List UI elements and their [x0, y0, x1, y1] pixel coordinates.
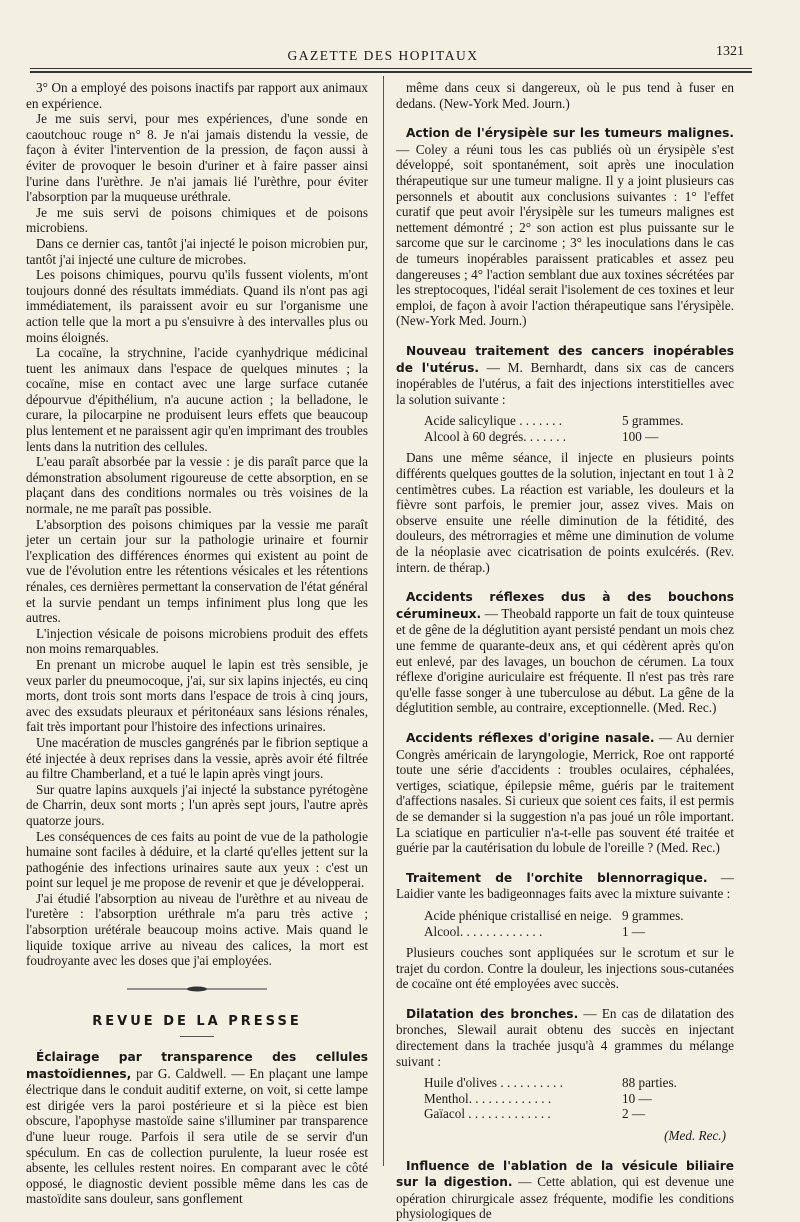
- prescription-row: [396, 1106, 734, 1122]
- prescription-row: [396, 413, 734, 429]
- paragraph: Une macération de muscles gangrénés par le fibrion septique a été injectée à deux reprises dans la vessie, après avoir été filtrée au filtre Chamberland, et a tué le lapin après vingt jours.: [26, 734, 368, 782]
- paragraph: Dans ce dernier cas, tantôt j'ai injecté le poison microbien pur, tantôt j'ai injecté une culture de microbes.: [26, 235, 368, 267]
- paragraph: Dans une même séance, il injecte en plusieurs points différents quelques gouttes de la solution, injectant en tout 1 à 2 centimètres cubes. La réaction est variable, les douleurs et la fièvre sont parfois, le premier jour, assez vives. Mais on observe ensuite une réelle diminution de la fétidité, des douleurs, des métrorragies et même une diminution de volume de la néoplasie avec cicatrisation de points exulcérés. (Rev. intern. de thérap.): [396, 450, 734, 575]
- article-heading: Influence de l'ablation de la vésicule biliaire sur la digestion.: [396, 1158, 734, 1190]
- quantity: 100 —: [622, 428, 659, 444]
- paragraph: L'absorption des poisons chimiques par la vessie me paraît jeter un certain jour sur la pathologie urinaire et fournir l'explication des différences énormes qui existent au point de vue de l'évolution entre les rétentions vésicales et les rétentions rénales, ces dernières permettant la conservation de l'état général et la survie pendant un temps infiniment plus long que les autres.: [26, 516, 368, 626]
- ingredient: Menthol. . . . . . . . . . . . .: [424, 1090, 552, 1106]
- article-mastoid: [26, 1049, 368, 1207]
- paragraph: J'ai étudié l'absorption au niveau de l'urèthre et au niveau de l'uretère : l'absorption uréthrale m'a paru très active ; l'absorption urétérale beaucoup moins active. Mais quand le liquide toxique arrive au niveau des calices, la mort est foudroyante avec les doses que j'ai employées.: [26, 890, 368, 969]
- article-body: — Au dernier Congrès américain de laryngologie, Merrick, Roe ont rapporté toute une série d'accidents : troubles oculaires, céphalées, vertiges, sciatique, épilepsie même, guéris par le traitement d'affections nasales. Si curieux que soient ces faits, il est permis de se demander si la suggestion n'a pas joué un rôle important. La sciatique en particulier n'a-t-elle pas souvent été traitée et guérie par la cautérisation du lobule de l'oreille ? (Med. Rec.): [396, 729, 734, 856]
- paragraph: Sur quatre lapins auxquels j'ai injecté la substance pyrétogène de Charrin, deux sont morts ; l'un après sept jours, l'autre après quatorze jours.: [26, 781, 368, 828]
- article-cancer-uterus: [396, 343, 734, 407]
- header-rule-thick: [30, 71, 752, 73]
- quantity: 10 —: [622, 1090, 652, 1106]
- source-citation: (Med. Rec.): [664, 1128, 726, 1144]
- paragraph: L'injection vésicale de poisons microbiens produit des effets non moins remarquables.: [26, 625, 368, 657]
- quantity: 1 —: [622, 923, 646, 939]
- paragraph: Je me suis servi de poisons chimiques et de poisons microbiens.: [26, 204, 368, 236]
- prescription: [396, 413, 734, 444]
- section-title: REVUE DE LA PRESSE: [92, 1014, 302, 1030]
- prescription: [396, 908, 734, 939]
- right-column: [396, 80, 734, 1222]
- article-body: — Laidier vante les badigeonnages faits avec la mixture suivante :: [396, 869, 734, 902]
- article-vesicule: [396, 1158, 734, 1222]
- article-body: — Cette ablation, qui est devenue une opération chirurgicale assez fréquente, modifie les conditions physiologiques de: [396, 1174, 734, 1222]
- section-rule: [180, 1036, 214, 1037]
- article-body: — M. Bernhardt, dans six cas de cancers inopérables de l'utérus, a fait des injections interstitielles avec la solution suivante :: [396, 359, 734, 407]
- article-nasale: [396, 730, 734, 856]
- quantity: 88 parties.: [622, 1075, 677, 1091]
- article-body: — En cas de dilatation des bronches, Slewail aurait obtenu des succès en injectant directement dans la trachée jusqu'à 4 grammes du mélange suivant :: [396, 1005, 734, 1069]
- article-heading: Nouveau traitement des cancers inopérables de l'utérus.: [396, 343, 734, 375]
- journal-title: GAZETTE DES HOPITAUX: [287, 48, 479, 63]
- article-heading: Accidents réflexes dus à des bouchons cérumineux.: [396, 590, 734, 621]
- paragraph: Les poisons chimiques, pourvu qu'ils fussent violents, m'ont toujours donné des résultats immédiats. Quand ils n'ont pas agi immédiatement, ils paraissent avoir eu sur l'organisme une action telle que la mort a pu s'ensuivre à des intervalles plus ou moins éloignés.: [26, 267, 368, 345]
- prescription-row: [396, 1091, 734, 1107]
- page-header: [22, 44, 744, 66]
- prescription-row: [396, 908, 734, 924]
- paragraph: même dans ceux si dangereux, où le pus tend à fuser en dedans. (New-York Med. Journ.): [396, 80, 734, 111]
- quantity: 9 grammes.: [622, 907, 684, 923]
- ingredient: Acide salicylique . . . . . . .: [424, 413, 563, 429]
- article-heading: Éclairage par transparence des cellules mastoïdiennes,: [26, 1050, 368, 1081]
- article-erysipele: [396, 125, 734, 329]
- page-number: 1321: [716, 44, 744, 59]
- article-orchite: [396, 870, 734, 902]
- article-body: par G. Caldwell. — En plaçant une lampe électrique dans le conduit auditif externe, on voit, si cette lampe est dirigée vers la paroi postérieure et si la pièce est bien obscure, l'apophyse mastoïde saine s'illuminer par transparence d'une lueur rouge. Parfois il sera utile de se servir d'un spéculum. En cas de collection purulente, la lueur rosée est absente, les cellules restent noires. En comparant avec le côté opposé, le diagnostic devient possible même dans les cas de mastoïdite sans douleur, sans gonflement: [26, 1065, 369, 1207]
- ingredient: Gaïacol . . . . . . . . . . . . .: [424, 1106, 551, 1122]
- article-body: — Theobald rapporte un fait de toux quinteuse et de gêne de la déglutition ayant persisté pendant un mois chez une femme de quarante-deux ans, et qui cédèrent après qu'on eut enlevé, par des lavages, un bouchon de cérumen. La toux réflexe d'origine auriculaire est fréquente. Il n'est pas très rare qu'elle fasse songer à une tuberculose au début. La gêne de la déglutition semble, au contraire, exceptionnelle. (Med. Rec.): [396, 605, 734, 716]
- left-column: [26, 80, 368, 1207]
- prescription-row: [396, 1075, 734, 1091]
- paragraph: 3° On a employé des poisons inactifs par rapport aux animaux en expérience.: [26, 80, 368, 111]
- paragraph: Plusieurs couches sont appliquées sur le scrotum et sur le trajet du cordon. Contre la douleur, les injections sous-cutanées de cocaïne ont été employées avec succès.: [396, 945, 734, 992]
- ingredient: Alcool. . . . . . . . . . . . .: [424, 923, 543, 939]
- header-rule: [30, 68, 752, 69]
- paragraph: L'eau paraît absorbée par la vessie : je dis paraît parce que la démonstration absolument rigoureuse de cette absorption, en se plaçant dans des conditions normales ou très voisines de la normale, ne me paraît pas possible.: [26, 454, 368, 517]
- quantity: 5 grammes.: [622, 413, 684, 429]
- prescription: [396, 1075, 734, 1122]
- article-heading: Accidents réflexes d'origine nasale.: [406, 730, 655, 745]
- article-heading: Traitement de l'orchite blennorragique.: [406, 870, 708, 885]
- article-body: — Coley a réuni tous les cas publiés où un érysipèle s'est développé, soit spontanément, soit après une inoculation thérapeutique sur une tumeur maligne. Il y a joint plusieurs cas personnels et aboutit aux conclusions suivantes : 1° l'effet curatif que peut avoir l'érysipèle sur les tumeurs malignes est nettement démontré ; 2° son action est plus puissante sur le sarcome que sur le carcinome ; 3° les inoculations dans le cas de tumeurs inopérables paraissent praticables et assez peu dangereuses ; 4° l'action semblant due aux toxines sécrétées par les streptocoques, l'idéal serait l'isolement de ces toxines et leur emploi, de façon à avoir l'action thérapeutique sans l'érysipèle. (New-York Med. Journ.): [396, 141, 734, 329]
- prescription-row: [396, 924, 734, 940]
- prescription-row: [396, 429, 734, 445]
- paragraph: Les conséquences de ces faits au point de vue de la pathologie humaine sont faciles à déduire, et la clarté qu'elles jettent sur la pathogénie des infections urinaires saute aux yeux : c'est un point sur lequel je me propose de revenir et que je développerai.: [26, 828, 368, 891]
- paragraph: En prenant un microbe auquel le lapin est très sensible, je veux parler du pneumocoque, j'ai, sur six lapins injectés, eu cinq morts, dont trois sont morts dans l'espace de trois à cinq jours, avec des exsudats pleuraux et péritonéaux sans lésions rénales, fait très important pour l'histoire des infections urinaires.: [26, 656, 368, 735]
- ingredient: Acide phénique cristallisé en neige.: [424, 907, 612, 923]
- paragraph: Je me suis servi, pour mes expériences, d'une sonde en caoutchouc rouge n° 8. Je n'ai jamais distendu la vessie, de façon à éviter l'intervention de la pression, de façon aussi à éviter de provoquer le besoin d'uriner et à faire passer ainsi l'urine dans l'urèthre. Je n'ai jamais lié l'urèthre, pour éviter l'absorption par la muqueuse uréthrale.: [26, 111, 368, 205]
- ornament-divider: [26, 983, 368, 999]
- ingredient: Alcool à 60 degrés. . . . . . .: [424, 428, 567, 444]
- ornament-rule-icon: [127, 985, 267, 993]
- article-heading: Action de l'érysipèle sur les tumeurs malignes.: [406, 126, 734, 141]
- article-heading: Dilatation des bronches.: [406, 1006, 579, 1021]
- article-bronches: [396, 1006, 734, 1069]
- paragraph: La cocaïne, la strychnine, l'acide cyanhydrique médicinal tuent les animaux dans l'espace de quelques minutes ; la cocaïne, mise en contact avec une large surface cutanée dépourvue d'épithélium, n'a aucune action ; la belladone, le curare, la pilocarpine ne produisent leurs effets que beaucoup plus lentement et ne paraissent agir qu'en imprimant des troubles lents dans la nutrition des cellules.: [26, 345, 368, 454]
- ingredient: Huile d'olives . . . . . . . . . .: [424, 1075, 564, 1091]
- article-cerumen: [396, 589, 734, 716]
- column-separator: [383, 76, 384, 1166]
- quantity: 2 —: [622, 1106, 646, 1122]
